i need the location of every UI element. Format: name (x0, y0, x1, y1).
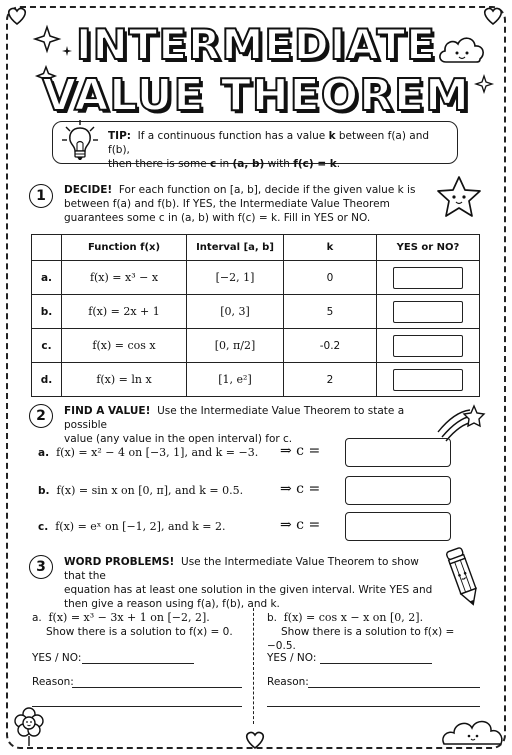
answer-prefix: ⇒ c = (280, 481, 321, 497)
section-2-line-1: Use the Intermediate Value Theorem to state a possible (64, 405, 405, 431)
row-label: a. (32, 261, 62, 295)
row-answer-cell (377, 363, 480, 397)
find-value-item-c (38, 520, 226, 533)
table-row (32, 329, 480, 363)
answer-box-a[interactable] (345, 438, 451, 467)
row-label: b. (32, 295, 62, 329)
tip-text-b: between f(a) and f(b), (108, 130, 430, 156)
tip-text-e: with (264, 158, 294, 170)
item-label: a. (38, 447, 50, 459)
yes-no-answer-box[interactable] (393, 335, 463, 357)
row-interval: [0, π/2] (187, 329, 284, 363)
row-function: f(x) = ln x (62, 363, 187, 397)
tip-label: TIP: (108, 130, 131, 142)
answer-box-c[interactable] (345, 512, 451, 541)
bush-icon (440, 712, 506, 746)
table-row (32, 363, 480, 397)
table-header-yes-no: YES or NO? (377, 235, 480, 261)
reason-label-a: Reason: (32, 676, 74, 688)
tip-k: k (328, 130, 336, 142)
row-k: 5 (284, 295, 377, 329)
section-1-instructions (64, 183, 424, 225)
answer-box-b[interactable] (345, 476, 451, 505)
problem-divider (253, 608, 254, 724)
row-label: c. (32, 329, 62, 363)
section-2-heading: FIND A VALUE! (64, 405, 151, 417)
table-row (32, 295, 480, 329)
answer-prefix: ⇒ c = (280, 517, 321, 533)
section-3-number: 3 (29, 555, 53, 579)
row-function: f(x) = 2x + 1 (62, 295, 187, 329)
item-text: f(x) = eˣ on [−1, 2], and k = 2. (55, 520, 226, 533)
row-answer-cell (377, 329, 480, 363)
tip-c: c (210, 158, 217, 170)
yes-no-label-b: YES / NO: (267, 652, 317, 664)
tip-interval: (a, b) (232, 158, 265, 170)
reason-line-b-2[interactable] (267, 706, 480, 707)
yes-no-answer-box[interactable] (393, 369, 463, 391)
row-function: f(x) = x³ − x (62, 261, 187, 295)
item-label: b. (38, 485, 50, 497)
tip-text-a: If a continuous function has a value (137, 130, 329, 142)
tip-fc: f(c) = k (293, 158, 337, 170)
section-3-instructions (64, 555, 434, 611)
item-text: f(x) = x² − 4 on [−3, 1], and k = −3. (56, 446, 259, 459)
tip-text-f: . (336, 158, 341, 170)
section-3-line-2: equation has at least one solution in the given interval. Write YES and (64, 584, 433, 596)
heart-icon-bottom-center (244, 730, 266, 750)
row-interval: [0, 3] (187, 295, 284, 329)
lightbulb-icon (60, 118, 100, 164)
section-1-heading: DECIDE! (64, 184, 113, 196)
section-3-line-3: then give a reason using f(a), f(b), and k. (64, 598, 280, 610)
problem-prompt: Show there is a solution to f(x) = −0.5. (267, 626, 455, 652)
table-header-k: k (284, 235, 377, 261)
worksheet-title-line-1: INTERMEDIATE (75, 20, 437, 69)
yes-no-answer-box[interactable] (393, 301, 463, 323)
reason-line-a-1[interactable] (72, 687, 242, 688)
section-1-number: 1 (29, 184, 53, 208)
row-interval: [1, e²] (187, 363, 284, 397)
answer-prefix: ⇒ c = (280, 443, 321, 459)
tip-text-d: in (216, 158, 233, 170)
section-2-number: 2 (29, 404, 53, 428)
yes-no-line-a[interactable] (82, 663, 194, 664)
table-header-function: Function f(x) (62, 235, 187, 261)
row-function: f(x) = cos x (62, 329, 187, 363)
word-problem-b (267, 611, 482, 653)
problem-equation: f(x) = cos x − x on [0, 2]. (283, 611, 424, 624)
row-answer-cell (377, 295, 480, 329)
problem-label: b. (267, 612, 278, 624)
function-table (31, 234, 480, 397)
tip-text-c: then there is some (108, 158, 210, 170)
flower-icon (12, 706, 46, 746)
tip-text (108, 129, 448, 171)
row-answer-cell (377, 261, 480, 295)
item-label: c. (38, 521, 49, 533)
table-header-row (32, 235, 480, 261)
yes-no-label-a: YES / NO: (32, 652, 82, 664)
find-value-item-a (38, 446, 258, 459)
yes-no-answer-box[interactable] (393, 267, 463, 289)
row-k: -0.2 (284, 329, 377, 363)
shooting-star-icon (436, 402, 486, 442)
word-problem-a (32, 611, 247, 639)
section-1-line-3: guarantees some c in (a, b) with f(c) = k. Fill in YES or NO. (64, 212, 371, 224)
reason-label-b: Reason: (267, 676, 309, 688)
row-label: d. (32, 363, 62, 397)
section-1-line-2: between f(a) and f(b). If YES, the Intermediate Value Theorem (64, 198, 390, 210)
problem-prompt: Show there is a solution to f(x) = 0. (46, 626, 233, 638)
section-1-line-1: For each function on [a, b], decide if the given value k is (118, 184, 416, 196)
row-k: 0 (284, 261, 377, 295)
problem-label: a. (32, 612, 42, 624)
pencil-icon (444, 546, 484, 612)
section-3-heading: WORD PROBLEMS! (64, 556, 175, 568)
yes-no-line-b[interactable] (320, 663, 432, 664)
section-2-line-2: value (any value in the open interval) for c. (64, 433, 293, 445)
reason-line-b-1[interactable] (308, 687, 480, 688)
problem-equation: f(x) = x³ − 3x + 1 on [−2, 2]. (48, 611, 210, 624)
table-header-blank (32, 235, 62, 261)
find-value-item-b (38, 484, 243, 497)
table-row (32, 261, 480, 295)
star-face-icon (436, 175, 482, 219)
item-text: f(x) = sin x on [0, π], and k = 0.5. (56, 484, 244, 497)
row-interval: [−2, 1] (187, 261, 284, 295)
table-header-interval: Interval [a, b] (187, 235, 284, 261)
row-k: 2 (284, 363, 377, 397)
worksheet-title-line-2: VALUE THEOREM (42, 70, 470, 121)
section-3-line-1: Use the Intermediate Value Theorem to show that the (64, 556, 419, 582)
reason-line-a-2[interactable] (32, 706, 242, 707)
